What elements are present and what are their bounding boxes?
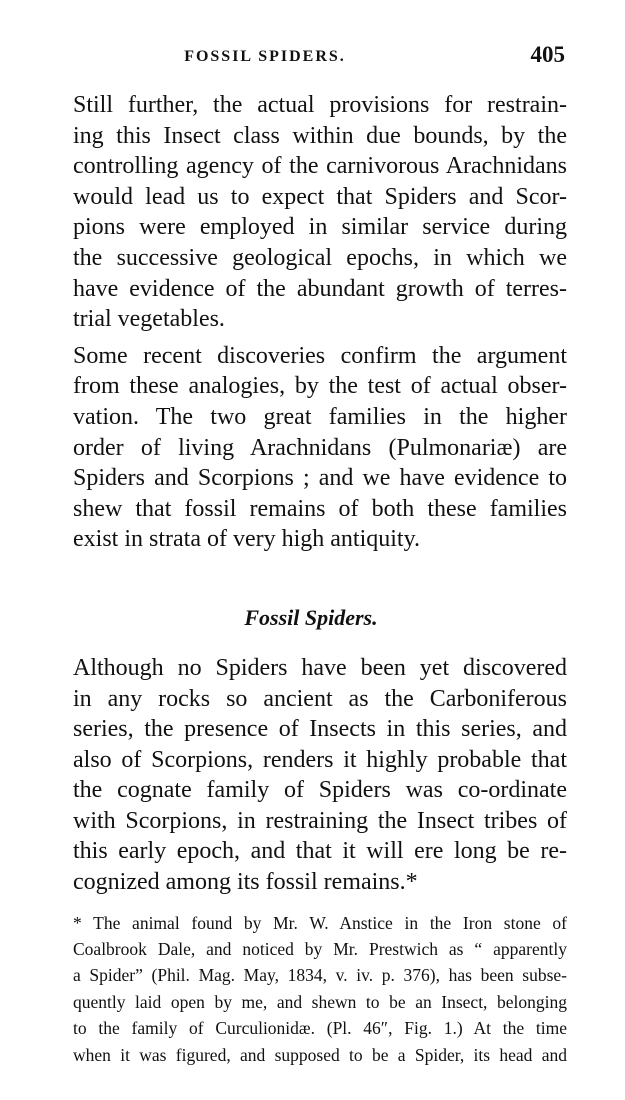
footnote-line: Coalbrook Dale, and noticed by Mr. Prestwich as “ apparently	[73, 939, 567, 960]
footnote-line: * The animal found by Mr. W. Anstice in the Iron stone of	[73, 912, 567, 933]
footnote	[55, 910, 567, 1068]
footnote-line: quently laid open by me, and shewn to be an Insect, belonging	[73, 991, 567, 1012]
text-line: the successive geological epochs, in which we	[73, 244, 567, 271]
text-line: cognized among its fossil remains.*	[73, 869, 418, 896]
text-line: this early epoch, and that it will ere long be re-	[73, 838, 567, 865]
footnote-line: a Spider” (Phil. Mag. May, 1834, v. iv. p. 376), has been subse-	[73, 965, 567, 986]
text-line: Still further, the actual provisions for restrain-	[73, 92, 567, 118]
section-heading: Fossil Spiders.	[244, 604, 378, 630]
footnote-line: when it was figured, and supposed to be a Spider, its head and	[73, 1044, 567, 1065]
paragraph-3	[55, 653, 567, 898]
text-line: also of Scorpions, renders it highly probable that	[73, 746, 567, 773]
paragraph-1	[55, 90, 567, 335]
text-line: order of living Arachnidans (Pulmonariæ) are	[73, 434, 567, 461]
text-line: in any rocks so ancient as the Carboniferous	[73, 685, 567, 712]
text-line: Spiders and Scorpions ; and we have evidence to	[73, 465, 567, 492]
text-line: ing this Insect class within due bounds, by the	[73, 122, 567, 149]
text-line: would lead us to expect that Spiders and Scor-	[73, 183, 567, 210]
page-number: 405	[530, 42, 565, 67]
text-line: exist in strata of very high antiquity.	[73, 526, 421, 553]
text-line: series, the presence of Insects in this series, and	[73, 716, 567, 743]
text-line: controlling agency of the carnivorous Arachnidans	[73, 153, 567, 180]
text-line: shew that fossil remains of both these families	[73, 495, 567, 522]
text-line: vation. The two great families in the higher	[73, 403, 567, 430]
text-line: the cognate family of Spiders was co-ordinate	[73, 777, 567, 804]
text-line: Although no Spiders have been yet discovered	[73, 654, 567, 681]
paragraph-2	[55, 341, 567, 555]
running-title: FOSSIL SPIDERS.	[184, 48, 346, 65]
text-line: pions were employed in similar service during	[73, 214, 567, 241]
text-line: from these analogies, by the test of actual obser-	[73, 373, 567, 400]
text-line: with Scorpions, in restraining the Insect tribes of	[73, 807, 567, 834]
text-line: trial vegetables.	[73, 306, 225, 333]
running-head	[55, 0, 567, 70]
book-page	[55, 0, 567, 1068]
text-line: have evidence of the abundant growth of terres-	[73, 275, 567, 302]
footnote-line: to the family of Curculionidæ. (Pl. 46″, Fig. 1.) At the time	[73, 1018, 567, 1039]
text-line: Some recent discoveries confirm the argument	[73, 342, 567, 369]
